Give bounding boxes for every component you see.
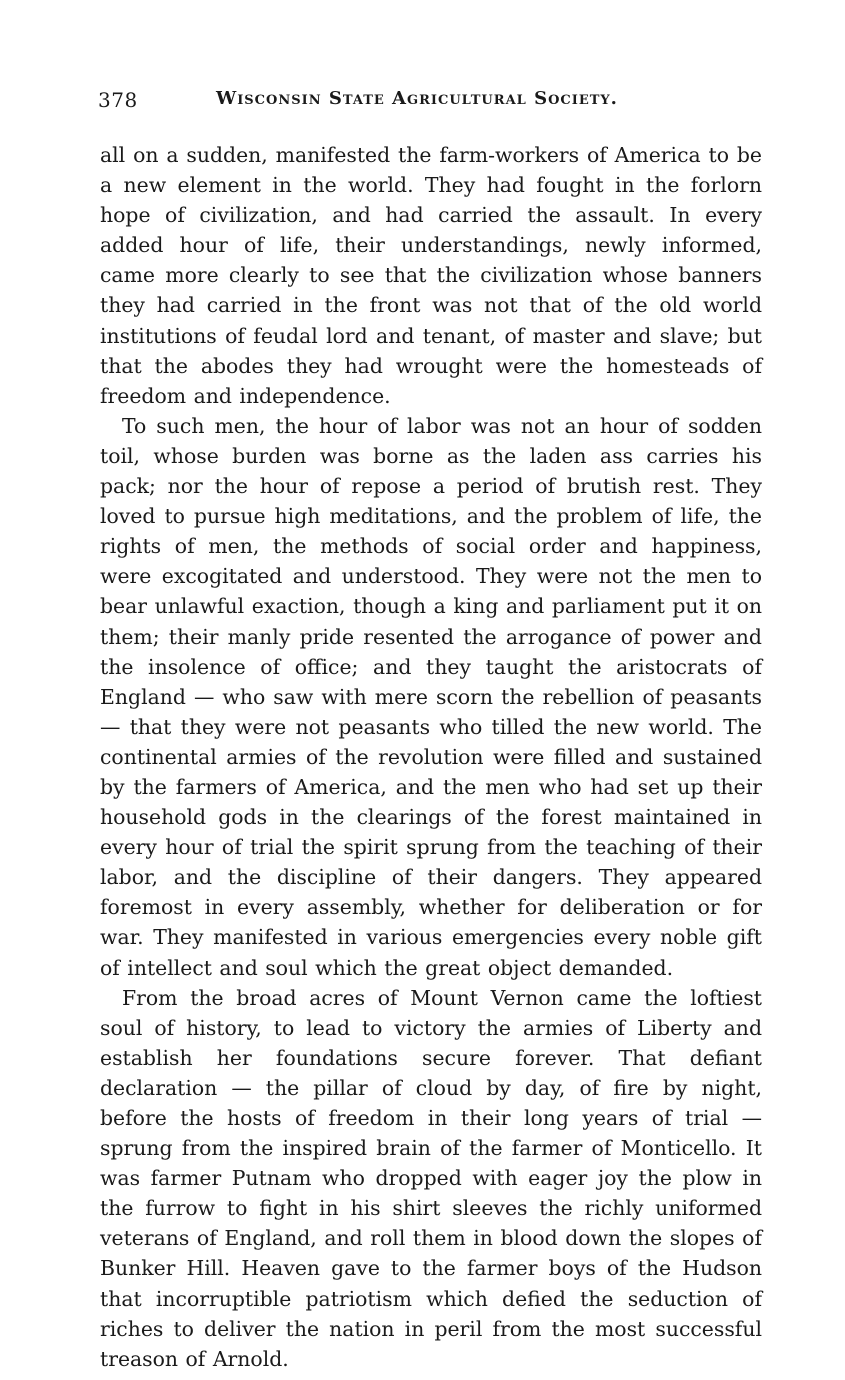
page-header bbox=[98, 88, 758, 118]
page-number: 378 bbox=[98, 88, 138, 112]
paragraph-3: From the broad acres of Mount Vernon came the loftiest soul of history, to lead to victory the armies of Liberty and establish her foundations secure forever. That defiant declaration — the pillar of cloud by day, of fire by night, before the hosts of freedom in their long years of trial — sprung from the inspired brain of the farmer of Monticello. It was farmer Putnam who dropped with eager joy the plow in the furrow to fight in his shirt sleeves the richly uniformed veterans of England, and roll them in blood down the slopes of Bunker Hill. Heaven gave to the farmer boys of the Hudson that incorruptible patriotism which defied the seduction of riches to deliver the nation in peril from the most successful treason of Arnold. bbox=[100, 985, 762, 1371]
paragraph-1: all on a sudden, manifested the farm-workers of America to be a new element in the world. They had fought in the forlorn hope of civilization, and had carried the assault. In every added hour of life, their understandings, newly informed, came more clearly to see that the civilization whose banners they had carried in the front was not that of the old world institutions of feudal lord and tenant, of master and slave; but that the abodes they had wrought were the homesteads of freedom and independence. bbox=[100, 143, 762, 408]
body-text bbox=[100, 140, 762, 1374]
paragraph-2: To such men, the hour of labor was not an hour of sodden toil, whose burden was borne as the laden ass carries his pack; nor the hour of repose a period of brutish rest. They loved to pursue high meditations, and the problem of life, the rights of men, the methods of social order and happiness, were excogitated and understood. They were not the men to bear unlawful exaction, though a king and parliament put it on them; their manly pride resented the arrogance of power and the insolence of office; and they taught the aristocrats of England — who saw with mere scorn the rebellion of peasants — that they were not peasants who tilled the new world. The continental armies of the revolution were filled and sustained by the farmers of America, and the men who had set up their household gods in the clearings of the forest maintained in every hour of trial the spirit sprung from the teaching of their labor, and the discipline of their dangers. They appeared foremost in every assembly, whether for deliberation or for war. They manifested in various emergencies every noble gift of intellect and soul which the great object demanded. bbox=[100, 413, 762, 980]
running-title: Wisconsin State Agricultural Society. bbox=[216, 88, 618, 109]
